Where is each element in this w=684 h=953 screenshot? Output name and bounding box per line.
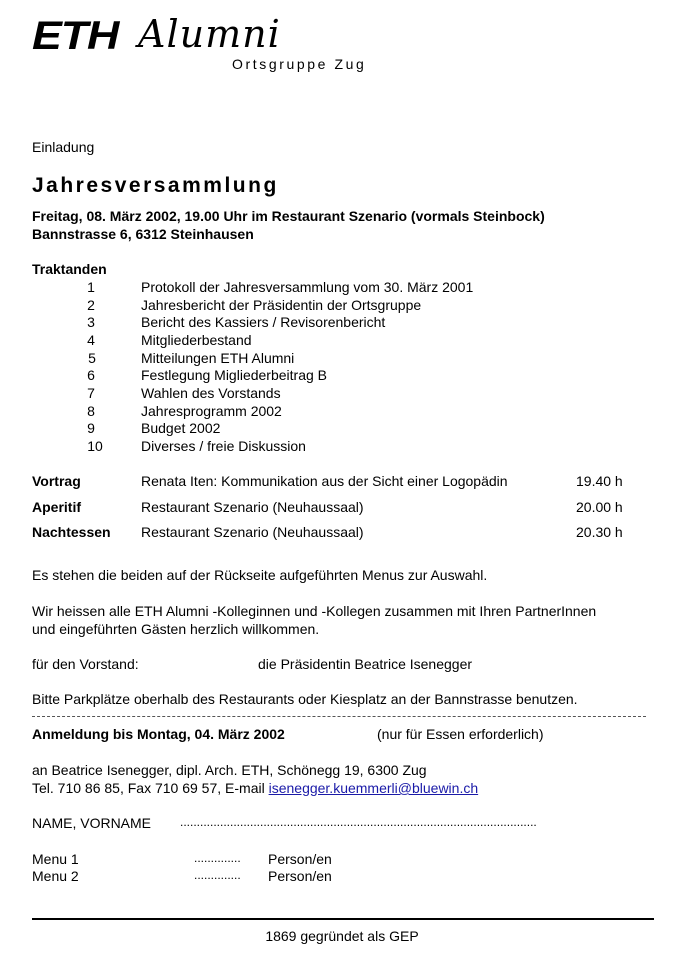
contact-phone-fax: Tel. 710 86 85, Fax 710 69 57, E-mail: [32, 780, 269, 796]
agenda-number: 7: [87, 385, 95, 401]
agenda-number: 1: [87, 279, 95, 295]
agenda-heading: Traktanden: [32, 261, 107, 277]
schedule-label: Aperitif: [32, 499, 81, 515]
agenda-item: Protokoll der Jahresversammlung vom 30. März 2001: [141, 279, 474, 295]
alumni-logo-text: Alumni: [138, 12, 281, 56]
schedule-text: Renata Iten: Kommunikation aus der Sicht einer Logopädin: [141, 473, 508, 489]
signature-name: die Präsidentin Beatrice Isenegger: [258, 656, 473, 672]
agenda-number: 3: [87, 314, 95, 330]
name-field-label: NAME, VORNAME: [32, 815, 152, 831]
menu2-person-label: Person/en: [268, 868, 332, 884]
agenda-item: Festlegung Migliederbeitrag B: [141, 367, 327, 383]
welcome-line-1: Wir heissen alle ETH Alumni -Kolleginnen und -Kollegen zusammen mit Ihren PartnerInnen: [32, 603, 597, 619]
agenda-item: Wahlen des Vorstands: [141, 385, 281, 401]
agenda-number: 2: [87, 297, 95, 313]
schedule-text: Restaurant Szenario (Neuhaussaal): [141, 524, 364, 540]
agenda-number: 4: [87, 332, 95, 348]
agenda-item: Budget 2002: [141, 420, 221, 436]
registration-note: (nur für Essen erforderlich): [377, 726, 544, 742]
schedule-label: Vortrag: [32, 473, 81, 489]
agenda-item: Mitgliederbestand: [141, 332, 252, 348]
agenda-item: Diverses / freie Diskussion: [141, 438, 306, 454]
welcome-line-2: und eingeführten Gästen herzlich willkommen.: [32, 621, 320, 637]
schedule-time: 20.30 h: [576, 524, 623, 540]
menu2-dots[interactable]: ..............: [194, 868, 241, 882]
event-date-location: Freitag, 08. März 2002, 19.00 Uhr im Restaurant Szenario (vormals Steinbock): [32, 208, 545, 224]
menus-note: Es stehen die beiden auf der Rückseite aufgeführten Menus zur Auswahl.: [32, 567, 488, 583]
menu1-dots[interactable]: ..............: [194, 851, 241, 865]
invitation-label: Einladung: [32, 139, 95, 155]
cut-line-divider: [32, 716, 646, 717]
schedule-time: 20.00 h: [576, 499, 623, 515]
agenda-number: 8: [87, 403, 95, 419]
schedule-time: 19.40 h: [576, 473, 623, 489]
menu1-label: Menu 1: [32, 851, 79, 867]
signature-label: für den Vorstand:: [32, 656, 139, 672]
agenda-number: 6: [87, 367, 95, 383]
org-subtitle: Ortsgruppe Zug: [232, 56, 367, 72]
agenda-item: Jahresbericht der Präsidentin der Ortsgruppe: [141, 297, 422, 313]
page-title: Jahresversammlung: [32, 174, 279, 197]
footer-text: 1869 gegründet als GEP: [265, 928, 419, 944]
registration-contact: [32, 780, 478, 796]
event-address: Bannstrasse 6, 6312 Steinhausen: [32, 226, 254, 242]
registration-address: an Beatrice Isenegger, dipl. Arch. ETH, Schönegg 19, 6300 Zug: [32, 762, 427, 778]
agenda-number: 10: [87, 438, 103, 454]
agenda-number: 5: [88, 350, 96, 366]
agenda-item: Jahresprogramm 2002: [141, 403, 282, 419]
menu1-person-label: Person/en: [268, 851, 332, 867]
footer-divider: [32, 918, 654, 920]
agenda-item: Mitteilungen ETH Alumni: [141, 350, 295, 366]
agenda-item: Bericht des Kassiers / Revisorenbericht: [141, 314, 386, 330]
eth-logo: ETH: [32, 14, 119, 58]
schedule-text: Restaurant Szenario (Neuhaussaal): [141, 499, 364, 515]
email-link[interactable]: isenegger.kuemmerli@bluewin.ch: [268, 780, 479, 796]
registration-deadline: Anmeldung bis Montag, 04. März 2002: [32, 726, 285, 742]
name-field-dots[interactable]: ...........................................................................................................: [180, 815, 537, 829]
menu2-label: Menu 2: [32, 868, 79, 884]
parking-note: Bitte Parkplätze oberhalb des Restaurants oder Kiesplatz an der Bannstrasse benutzen.: [32, 691, 578, 707]
agenda-number: 9: [87, 420, 95, 436]
schedule-label: Nachtessen: [32, 524, 111, 540]
